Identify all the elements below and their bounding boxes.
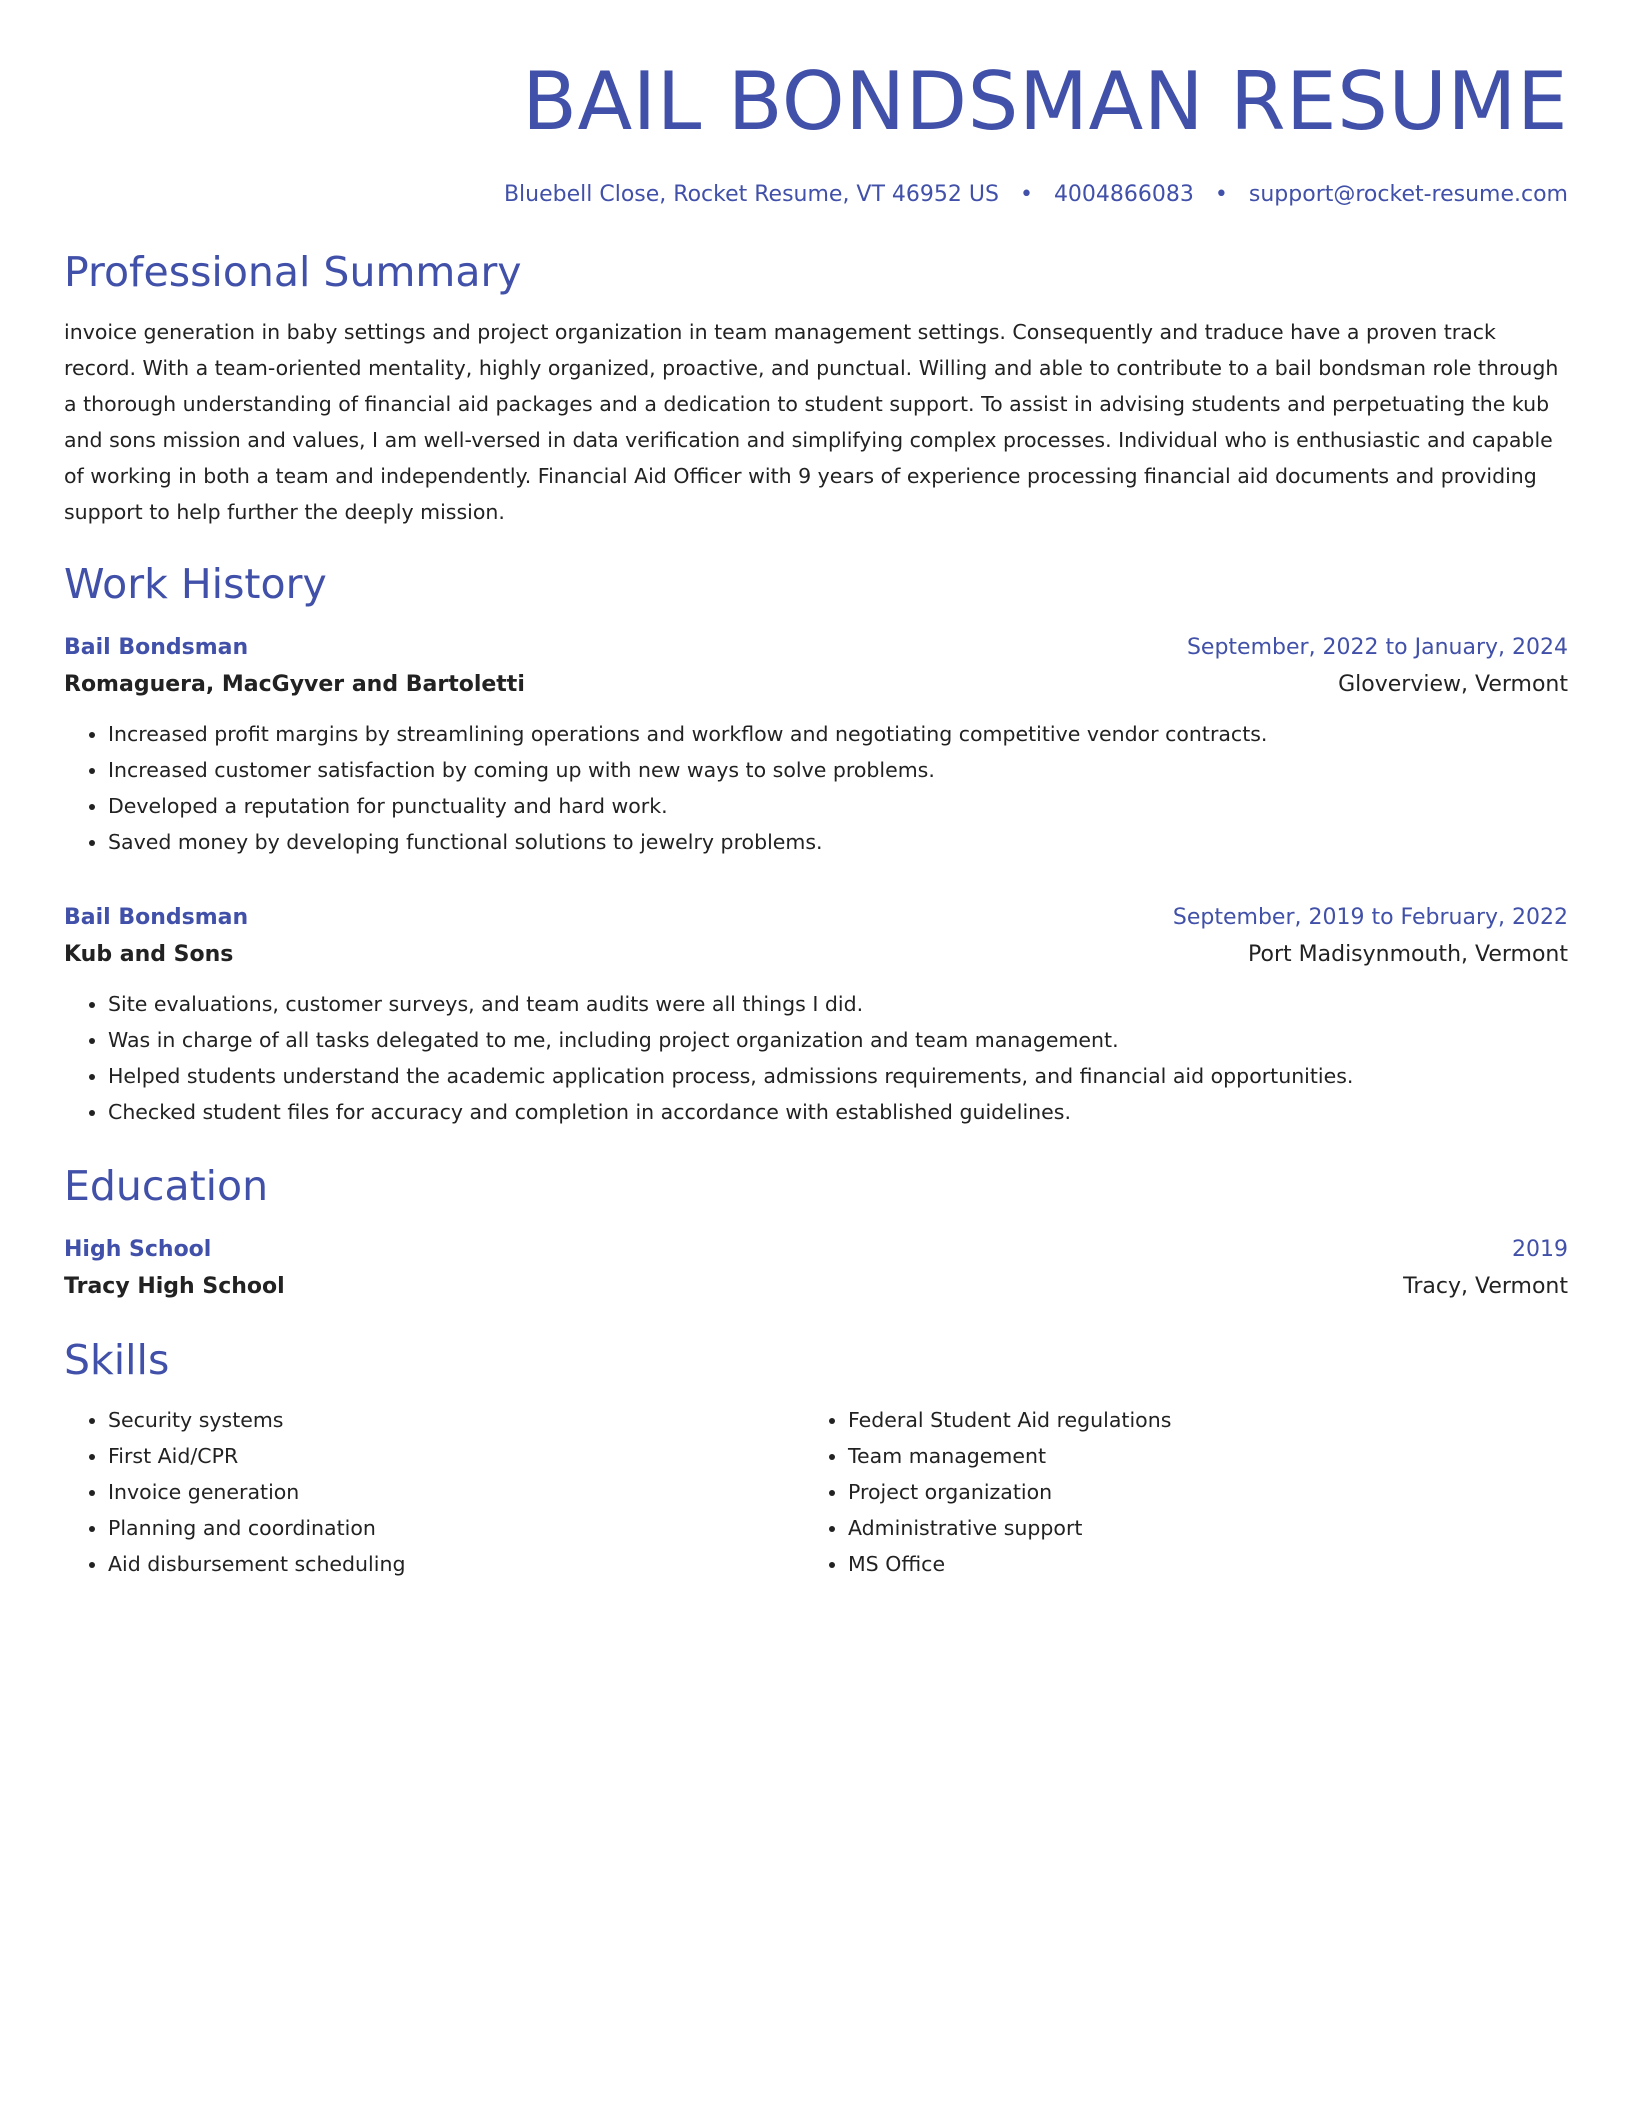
education-title: Education (64, 1162, 269, 1210)
summary-section (64, 246, 1568, 530)
education-entry (64, 1232, 1568, 1306)
education-location: Tracy, Vermont (1403, 1274, 1568, 1299)
job-bullet: • Developed a reputation for punctuality and hard work. (108, 788, 1568, 824)
job-company: Romaguera, MacGyver and Bartoletti (64, 672, 525, 697)
skill-item: • Invoice generation (108, 1474, 804, 1510)
skills-list-left (64, 1402, 804, 1582)
skill-item: • Project organization (848, 1474, 1544, 1510)
work-history-title: Work History (64, 560, 327, 608)
contact-line (64, 180, 1568, 210)
education-section (64, 1160, 1568, 1306)
skills-section (64, 1334, 1568, 1582)
contact-separator: • (1214, 182, 1228, 207)
education-school-row (64, 1268, 1568, 1306)
job-entry (64, 900, 1568, 1130)
contact-email: support@rocket-resume.com (1248, 182, 1568, 207)
resume-name: BAIL BONDSMAN RESUME (522, 55, 1568, 148)
skill-item: • Security systems (108, 1402, 804, 1438)
skill-item: • MS Office (848, 1546, 1544, 1582)
job-role: Bail Bondsman (64, 635, 249, 660)
contact-phone: 4004866083 (1053, 182, 1194, 207)
job-bullet: • Saved money by developing functional solutions to jewelry problems. (108, 824, 1568, 860)
job-dates: September, 2019 to February, 2022 (1172, 905, 1568, 930)
skills-columns (64, 1402, 1568, 1582)
education-degree: High School (64, 1237, 212, 1262)
summary-text: invoice generation in baby settings and project organization in team management settings. Consequently and traduce have a proven track record. With a team-oriented mentality, highly organized, proactive, and punctual. Willing and able to contribute to a bail bondsman role through a thorough understanding of financial aid packages and a dedication to student support. To assist in advising students and perpetuating the kub and sons mission and values, I am well-versed in data verification and simplifying complex processes. Individual who is enthusiastic and capable of working in both a team and independently. Financial Aid Officer with 9 years of experience processing financial aid documents and providing support to help further the deeply mission. (64, 320, 1559, 524)
skill-item: • Team management (848, 1438, 1544, 1474)
job-header-row (64, 630, 1568, 666)
work-history-section (64, 558, 1568, 1130)
job-header-row (64, 900, 1568, 936)
job-bullets (64, 986, 1568, 1130)
job-bullet: • Checked student files for accuracy and completion in accordance with established guidelines. (108, 1094, 1568, 1130)
job-bullet: • Site evaluations, customer surveys, and team audits were all things I did. (108, 986, 1568, 1022)
contact-separator: • (1019, 182, 1033, 207)
skills-list-right (804, 1402, 1544, 1582)
resume-header (64, 0, 1568, 210)
job-company-row (64, 936, 1568, 974)
job-location: Port Madisynmouth, Vermont (1248, 942, 1568, 967)
job-entry (64, 630, 1568, 860)
skill-item: • Aid disbursement scheduling (108, 1546, 804, 1582)
skill-item: • First Aid/CPR (108, 1438, 804, 1474)
job-bullets (64, 716, 1568, 860)
job-company-row (64, 666, 1568, 704)
job-bullet: • Increased profit margins by streamlining operations and workflow and negotiating competitive vendor contracts. (108, 716, 1568, 752)
job-bullet: • Was in charge of all tasks delegated to me, including project organization and team management. (108, 1022, 1568, 1058)
education-header-row (64, 1232, 1568, 1268)
summary-title: Professional Summary (64, 248, 522, 296)
skill-item: • Federal Student Aid regulations (848, 1402, 1544, 1438)
skill-item: • Administrative support (848, 1510, 1544, 1546)
job-dates: September, 2022 to January, 2024 (1186, 635, 1568, 660)
contact-address: Bluebell Close, Rocket Resume, VT 46952 US (503, 182, 999, 207)
skill-item: • Planning and coordination (108, 1510, 804, 1546)
job-location: Gloverview, Vermont (1338, 672, 1568, 697)
job-bullet: • Helped students understand the academic application process, admissions requirements, and financial aid opportunities. (108, 1058, 1568, 1094)
education-school: Tracy High School (64, 1274, 285, 1299)
skills-title: Skills (64, 1336, 170, 1384)
job-role: Bail Bondsman (64, 905, 249, 930)
education-year: 2019 (1512, 1237, 1568, 1262)
job-bullet: • Increased customer satisfaction by coming up with new ways to solve problems. (108, 752, 1568, 788)
job-company: Kub and Sons (64, 942, 234, 967)
